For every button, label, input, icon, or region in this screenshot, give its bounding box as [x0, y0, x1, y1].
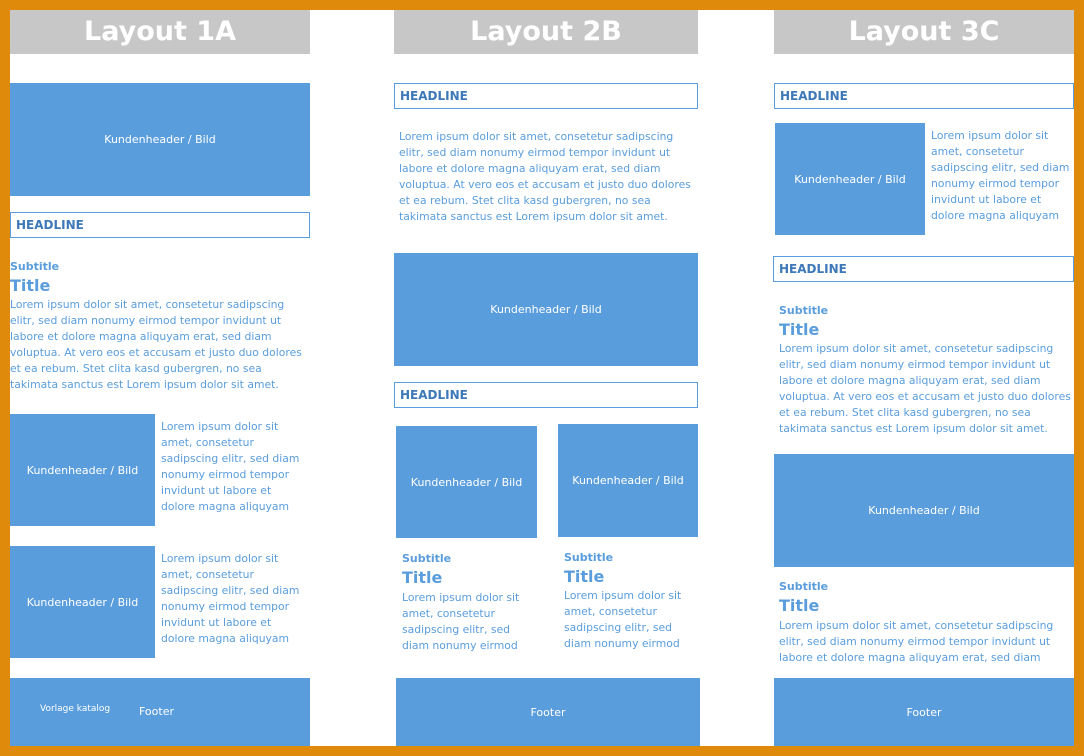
layout-1a-headline: HEADLINE	[10, 212, 310, 238]
layout-1a-image-2	[10, 414, 155, 526]
layout-2b-footer	[396, 678, 700, 746]
layout-1a-body-text: Lorem ipsum dolor sit amet, consetetur sadipscing elitr, sed diam nonumy eirmod tempor invidunt ut labore et dolore magna aliquyam erat, sed diam voluptua. At vero eos et accusam et justo duo dolores et ea rebum. Stet clita kasd gubergren, no sea takimata sanctus est Lorem ipsum dolor sit amet.	[10, 298, 302, 391]
layout-3c-image-1	[775, 123, 925, 235]
layout-2b-header: Layout 2B	[394, 10, 698, 54]
layout-1a-side-text-2: Lorem ipsum dolor sit amet, consetetur sadipscing elitr, sed diam nonumy eirmod tempor invidunt ut labore et dolore magna aliquyam	[161, 552, 300, 645]
layout-1a-subtitle: Subtitle	[10, 260, 60, 273]
layout-3c-header: Layout 3C	[774, 10, 1074, 54]
layout-2b-subtitle-2: Subtitle	[564, 551, 614, 564]
layout-3c-image-2	[774, 454, 1074, 567]
layout-3c-subtitle-2: Subtitle	[779, 580, 829, 593]
layout-1a-header: Layout 1A	[10, 10, 310, 54]
layout-2b-text-1: Lorem ipsum dolor sit amet, consetetur sadipscing elitr, sed diam nonumy eirmod	[402, 591, 520, 652]
image-label: Kundenheader / Bild	[26, 463, 139, 477]
image-label: Kundenheader / Bild	[26, 595, 139, 609]
layout-2b-title-1: Title	[402, 568, 443, 587]
footer-label: Footer	[906, 705, 942, 719]
layout-2b-headline-2: HEADLINE	[394, 382, 698, 408]
layout-3c-title-1: Title	[779, 320, 820, 339]
footer-label: Footer	[139, 705, 174, 718]
layout-2b-title-2: Title	[564, 567, 605, 586]
layout-1a-title: Title	[10, 276, 51, 295]
layout-2b-headline-1: HEADLINE	[394, 83, 698, 109]
layout-2b-image-3	[558, 424, 698, 537]
layout-3c-footer	[774, 678, 1074, 746]
image-label: Kundenheader / Bild	[410, 475, 523, 489]
layout-3c-body-text-2: Lorem ipsum dolor sit amet, consetetur sadipscing elitr, sed diam nonumy eirmod tempor invidunt ut labore et dolore magna aliquyam erat, sed diam	[779, 619, 1054, 664]
image-label: Kundenheader / Bild	[104, 133, 216, 146]
layout-3c-headline-1: HEADLINE	[774, 83, 1074, 109]
image-label: Kundenheader / Bild	[868, 504, 980, 517]
layout-3c-subtitle-1: Subtitle	[779, 304, 829, 317]
image-label: Kundenheader / Bild	[794, 172, 906, 186]
layout-2b-subtitle-1: Subtitle	[402, 552, 452, 565]
layout-1a-footer	[10, 678, 310, 746]
vorlage-label: Vorlage katalog	[40, 704, 111, 714]
layout-3c-side-text: Lorem ipsum dolor sit amet, consetetur sadipscing elitr, sed diam nonumy eirmod tempor invidunt ut labore et dolore magna aliquyam	[931, 129, 1070, 222]
layout-2b-image-1	[394, 253, 698, 366]
image-label: Kundenheader / Bild	[572, 474, 684, 487]
layout-2b-body-text: Lorem ipsum dolor sit amet, consetetur sadipscing elitr, sed diam nonumy eirmod tempor invidunt ut labore et dolore magna aliquyam erat, sed diam voluptua. At vero eos et accusam et justo duo dolores et ea rebum. Stet clita kasd gubergren, no sea takimata sanctus est Lorem ipsum dolor sit amet.	[399, 130, 691, 223]
layout-3c-body-text-1: Lorem ipsum dolor sit amet, consetetur sadipscing elitr, sed diam nonumy eirmod tempor invidunt ut labore et dolore magna aliquyam erat, sed diam voluptua. At vero eos et accusam et justo duo dolores et ea rebum. Stet clita kasd gubergren, no sea takimata sanctus est Lorem ipsum dolor sit amet.	[779, 342, 1071, 435]
layout-2b-image-2	[396, 426, 537, 538]
layout-3c-title-2: Title	[779, 596, 820, 615]
layout-1a-side-text-1: Lorem ipsum dolor sit amet, consetetur sadipscing elitr, sed diam nonumy eirmod tempor invidunt ut labore et dolore magna aliquyam	[161, 420, 300, 513]
image-label: Kundenheader / Bild	[490, 303, 602, 316]
layout-3c-headline-2: HEADLINE	[773, 256, 1074, 282]
layout-2b-text-2: Lorem ipsum dolor sit amet, consetetur sadipscing elitr, sed diam nonumy eirmod	[564, 589, 682, 650]
footer-label: Footer	[530, 705, 566, 719]
layout-1a-image-3	[10, 546, 155, 658]
layout-1a-image-1	[10, 83, 310, 196]
layout-sheet	[10, 10, 1074, 746]
